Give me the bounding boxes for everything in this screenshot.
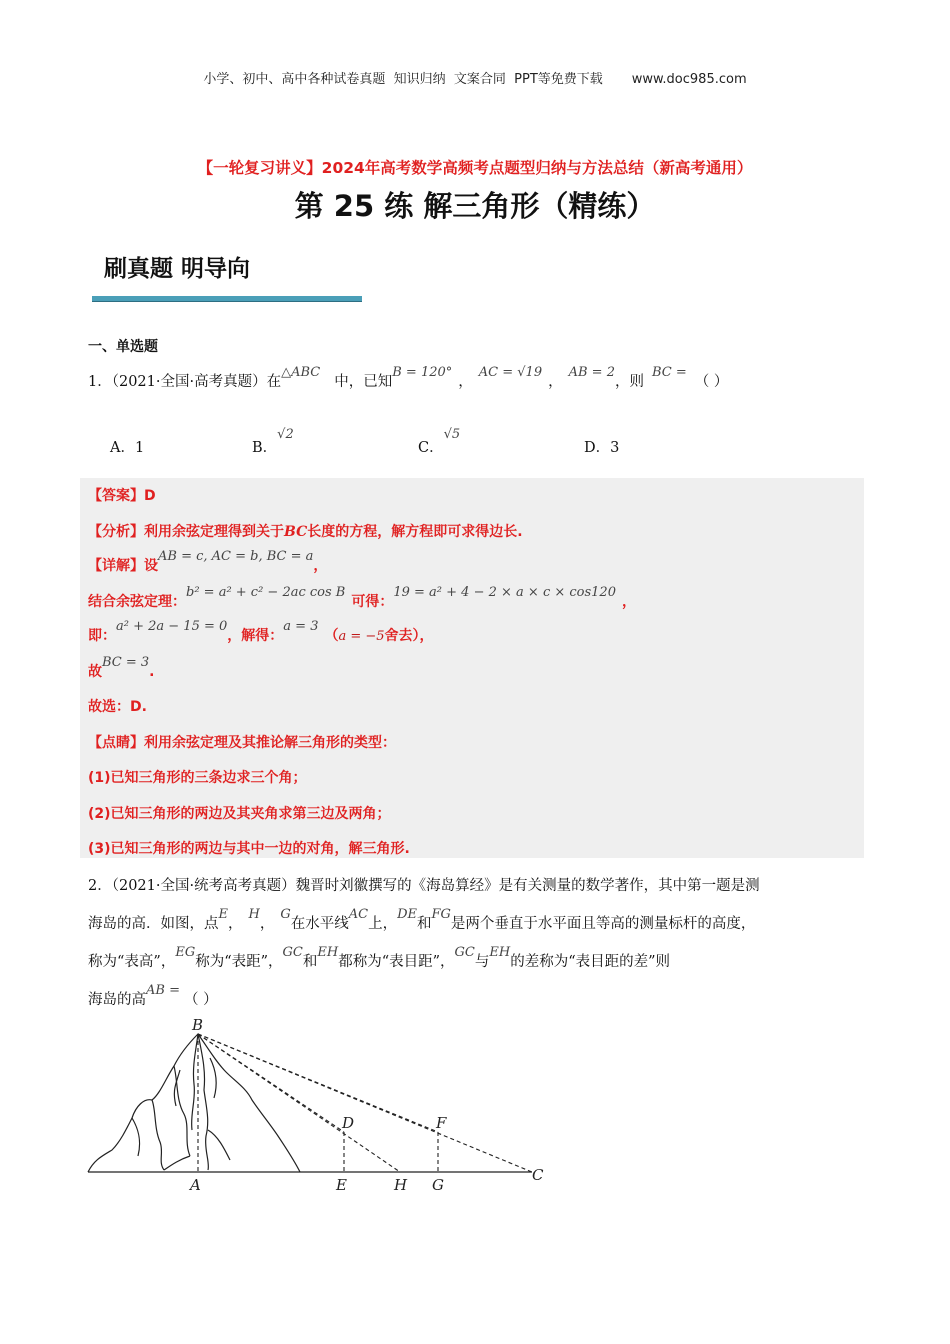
q1-side-bc: BC = (651, 365, 687, 380)
label-d: D (342, 1114, 355, 1132)
q2-text: 上， (368, 916, 398, 932)
q2-point-e: E (218, 907, 228, 922)
rejected-root: a = −5 (338, 629, 385, 644)
analysis-line (88, 521, 523, 541)
tip-item-3: (3)已知三角形的两边与其中一边的对角，解三角形. (88, 841, 410, 857)
label-f: F (436, 1114, 447, 1132)
q2-line-3 (88, 945, 868, 971)
q2-text: 称为“表高”， (88, 954, 176, 970)
detail-text: 【详解】设 (88, 558, 158, 574)
label-h: H (394, 1176, 408, 1194)
conclusion-line (88, 655, 155, 681)
option-c-label: C． (418, 440, 444, 456)
q2-text: 海岛的高 (88, 992, 146, 1008)
option-a: A．1 (110, 440, 145, 456)
q2-ab: AB = (146, 983, 180, 998)
option-b-value: √2 (277, 427, 294, 442)
label-c: C (532, 1166, 544, 1184)
island-figure (80, 1010, 560, 1200)
equation-mid: ，解得： (227, 628, 284, 644)
site-header: 小学、初中、高中各种试卷真题 知识归纳 文案合同 PPT等免费下载 www.doc985.com (203, 72, 747, 87)
q2-eh: EH (489, 945, 511, 960)
equation-paren: （ (324, 628, 339, 644)
q2-eh: EH (317, 945, 339, 960)
detail-end: ， (313, 558, 328, 574)
question-1 (88, 365, 729, 391)
tip-item-1: (1)已知三角形的三条边求三个角； (88, 770, 307, 786)
section-banner: 刷真题 明导向 (104, 256, 251, 282)
analysis-text: 【分析】利用余弦定理得到关于 (88, 524, 284, 540)
tip-item-2: (2)已知三角形的两边及其夹角求第三边及两角； (88, 806, 391, 822)
section-heading: 一、单选题 (88, 339, 158, 355)
sight-line-bd (198, 1034, 344, 1132)
q2-line-1: 2．（2021·全国·统考高考真题）魏晋时刘徽撰写的《海岛算经》是有关测量的数学著作，其中第一题是测 (88, 878, 760, 894)
q2-text: 和 (302, 954, 318, 970)
q2-line-ac: AC (348, 907, 369, 922)
q2-text: 是两个垂直于水平面且等高的测量标杆的高度， (450, 916, 756, 932)
detail-math: AB = c, AC = b, BC = a (158, 549, 314, 564)
cosine-end: ， (621, 594, 636, 610)
cosine-formula: b² = a² + c² − 2ac cos B (186, 585, 346, 600)
q2-paren: （ ） (183, 992, 218, 1008)
q1-then: ，则 (614, 374, 644, 390)
q1-source: 1．（2021·全国·高考真题）在 (88, 374, 282, 390)
q1-side-ab: AB = 2 (568, 365, 615, 380)
answer-line: 【答案】D (88, 488, 156, 504)
banner-underline (92, 296, 362, 302)
q1-triangle: △ABC (281, 365, 321, 380)
q2-pole-de: DE (397, 907, 417, 922)
q2-text: 称为“表距”， (195, 954, 283, 970)
q2-pole-fg: FG (431, 907, 451, 922)
q2-eg: EG (175, 945, 196, 960)
q2-point-g: G (280, 907, 291, 922)
q2-gc: GC (282, 945, 303, 960)
sight-line-bc (198, 1034, 532, 1172)
option-b-label: B． (252, 440, 278, 456)
analysis-bc: BC (284, 524, 308, 540)
q2-text: 的差称为“表目距的差”则 (510, 954, 671, 970)
q1-angle-b: B = 120° (392, 365, 453, 380)
option-c (418, 427, 461, 457)
conclusion-text: 故 (88, 664, 102, 680)
q2-sep: ， (259, 916, 275, 932)
q1-paren: （ ） (694, 374, 729, 390)
solution-a: a = 3 (283, 619, 319, 634)
page-title: 第 25 练 解三角形（精练） (294, 189, 656, 223)
q2-text: 在水平线 (290, 916, 349, 932)
label-a: A (190, 1176, 201, 1194)
label-b: B (192, 1016, 204, 1034)
conclusion-math: BC = 3 (102, 655, 150, 670)
option-c-value: √5 (443, 427, 461, 442)
equation-text: 即： (88, 628, 116, 644)
q2-text: 与 (474, 954, 490, 970)
series-title: 【一轮复习讲义】2024年高考数学高频考点题型归纳与方法总结（新高考通用） (197, 159, 753, 177)
cosine-substituted: 19 = a² + 4 − 2 × a × c × cos120 (393, 585, 616, 600)
analysis-text-end: 长度的方程，解方程即可求得边长. (307, 524, 523, 540)
cosine-text: 结合余弦定理： (88, 594, 186, 610)
q2-gc: GC (454, 945, 475, 960)
choice-line: 故选：D. (88, 699, 147, 715)
q1-side-ac: AC = √19 (478, 365, 543, 380)
equation-math: a² + 2a − 15 = 0 (116, 619, 228, 634)
q1-text: 中，已知 (334, 374, 393, 390)
cosine-line (88, 585, 636, 611)
island-ridges (174, 1058, 216, 1106)
label-e: E (336, 1176, 347, 1194)
q2-text: 海岛的高．如图，点 (88, 916, 219, 932)
q1-sep: ， (548, 374, 563, 390)
option-b (252, 427, 294, 457)
cosine-mid: 可得： (351, 594, 394, 610)
q1-sep: ， (458, 374, 473, 390)
label-g: G (432, 1176, 444, 1194)
q2-sep: ， (228, 916, 243, 932)
q2-line-4 (88, 983, 868, 1009)
equation-end: 舍去）， (384, 628, 434, 644)
conclusion-end: . (149, 664, 155, 680)
detail-line (88, 549, 328, 575)
sight-line-bf (198, 1034, 438, 1132)
q2-text: 都称为“表目距”， (338, 954, 455, 970)
equation-line (88, 619, 434, 645)
tip-line: 【点睛】利用余弦定理及其推论解三角形的类型： (88, 735, 396, 751)
q2-point-h: H (248, 907, 260, 922)
q2-text: 和 (417, 916, 432, 932)
option-d: D．3 (584, 440, 620, 456)
q2-line-2 (88, 907, 868, 933)
